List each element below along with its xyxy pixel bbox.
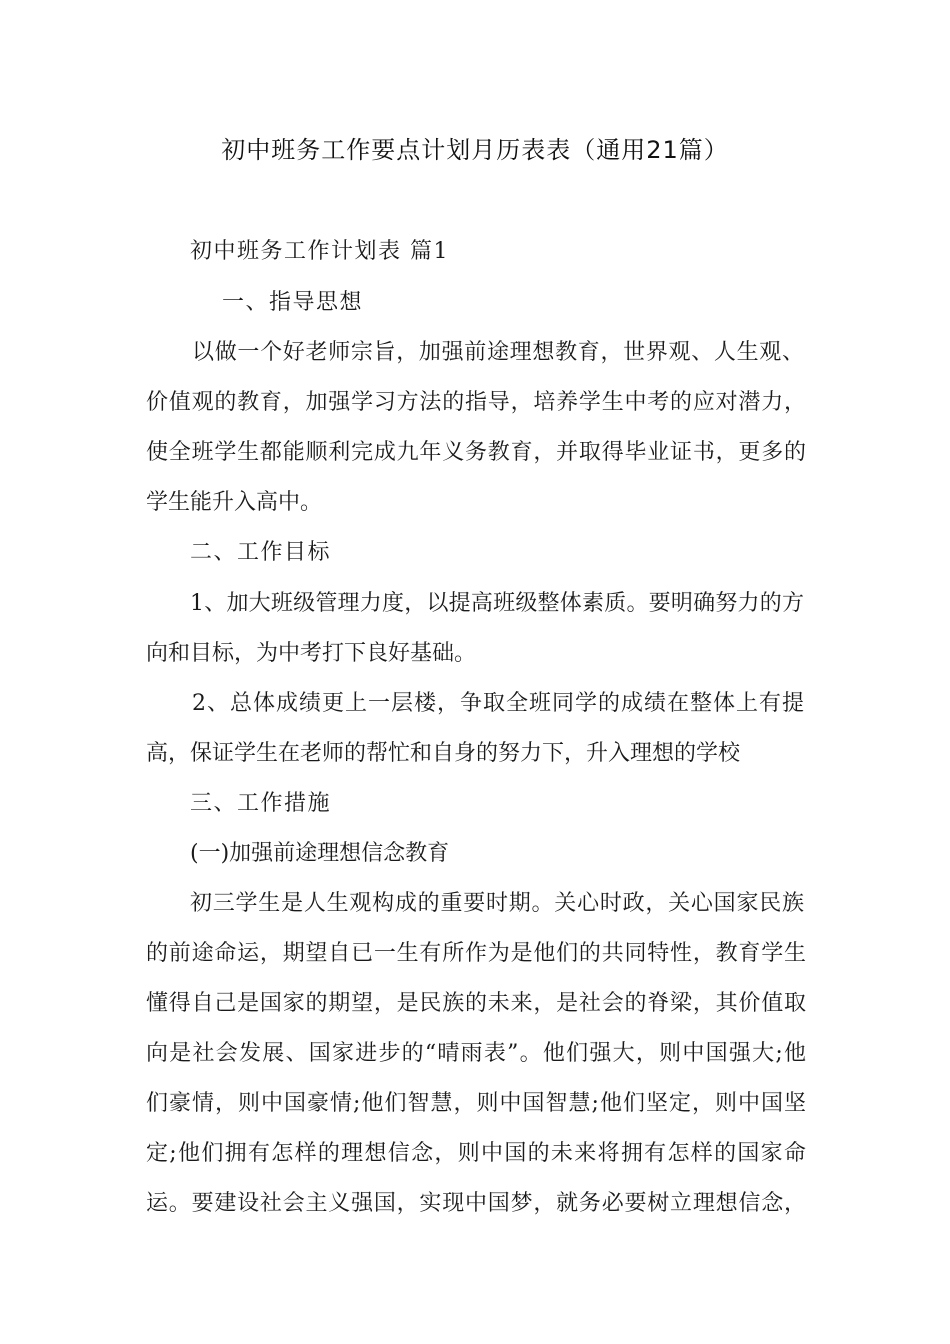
- heading-guiding-thought: 一、指导思想: [222, 290, 364, 315]
- paragraph-line: 使全班学生都能顺利完成九年义务教育，并取得毕业证书，更多的: [146, 440, 806, 465]
- paragraph-line: 运。要建设社会主义强国，实现中国梦，就务必要树立理想信念，: [146, 1191, 806, 1216]
- document-title: 初中班务工作要点计划月历表表（通用21篇）: [221, 136, 729, 164]
- paragraph-line: 向和目标，为中考打下良好基础。: [146, 641, 477, 666]
- paragraph-line: 价值观的教育，加强学习方法的指导，培养学生中考的应对潜力，: [146, 390, 806, 415]
- heading-work-measures: 三、工作措施: [190, 791, 332, 816]
- paragraph-line: 2、总体成绩更上一层楼，争取全班同学的成绩在整体上有提: [192, 691, 804, 716]
- paragraph-line: 高，保证学生在老师的帮忙和自身的努力下，升入理想的学校: [146, 741, 741, 766]
- paragraph-line: 们豪情，则中国豪情;他们智慧，则中国智慧;他们坚定，则中国坚: [146, 1091, 806, 1116]
- paragraph-line: 学生能升入高中。: [146, 490, 323, 515]
- paragraph-line: 以做一个好老师宗旨，加强前途理想教育，世界观、人生观、: [192, 340, 804, 365]
- section-heading: 初中班务工作计划表 篇1: [190, 239, 449, 264]
- subheading-ideal-belief-education: (一)加强前途理想信念教育: [190, 841, 450, 866]
- heading-work-goals: 二、工作目标: [190, 540, 332, 565]
- paragraph-line: 定;他们拥有怎样的理想信念，则中国的未来将拥有怎样的国家命: [146, 1141, 806, 1166]
- paragraph-line: 懂得自己是国家的期望，是民族的未来，是社会的脊梁，其价值取: [146, 991, 806, 1016]
- paragraph-line: 向是社会发展、国家进步的“晴雨表”。他们强大，则中国强大;他: [146, 1041, 806, 1066]
- paragraph-line: 初三学生是人生观构成的重要时期。关心时政，关心国家民族: [190, 891, 804, 916]
- paragraph-line: 的前途命运，期望自已一生有所作为是他们的共同特性，教育学生: [146, 941, 806, 966]
- paragraph-line: 1、加大班级管理力度，以提高班级整体素质。要明确努力的方: [190, 591, 804, 616]
